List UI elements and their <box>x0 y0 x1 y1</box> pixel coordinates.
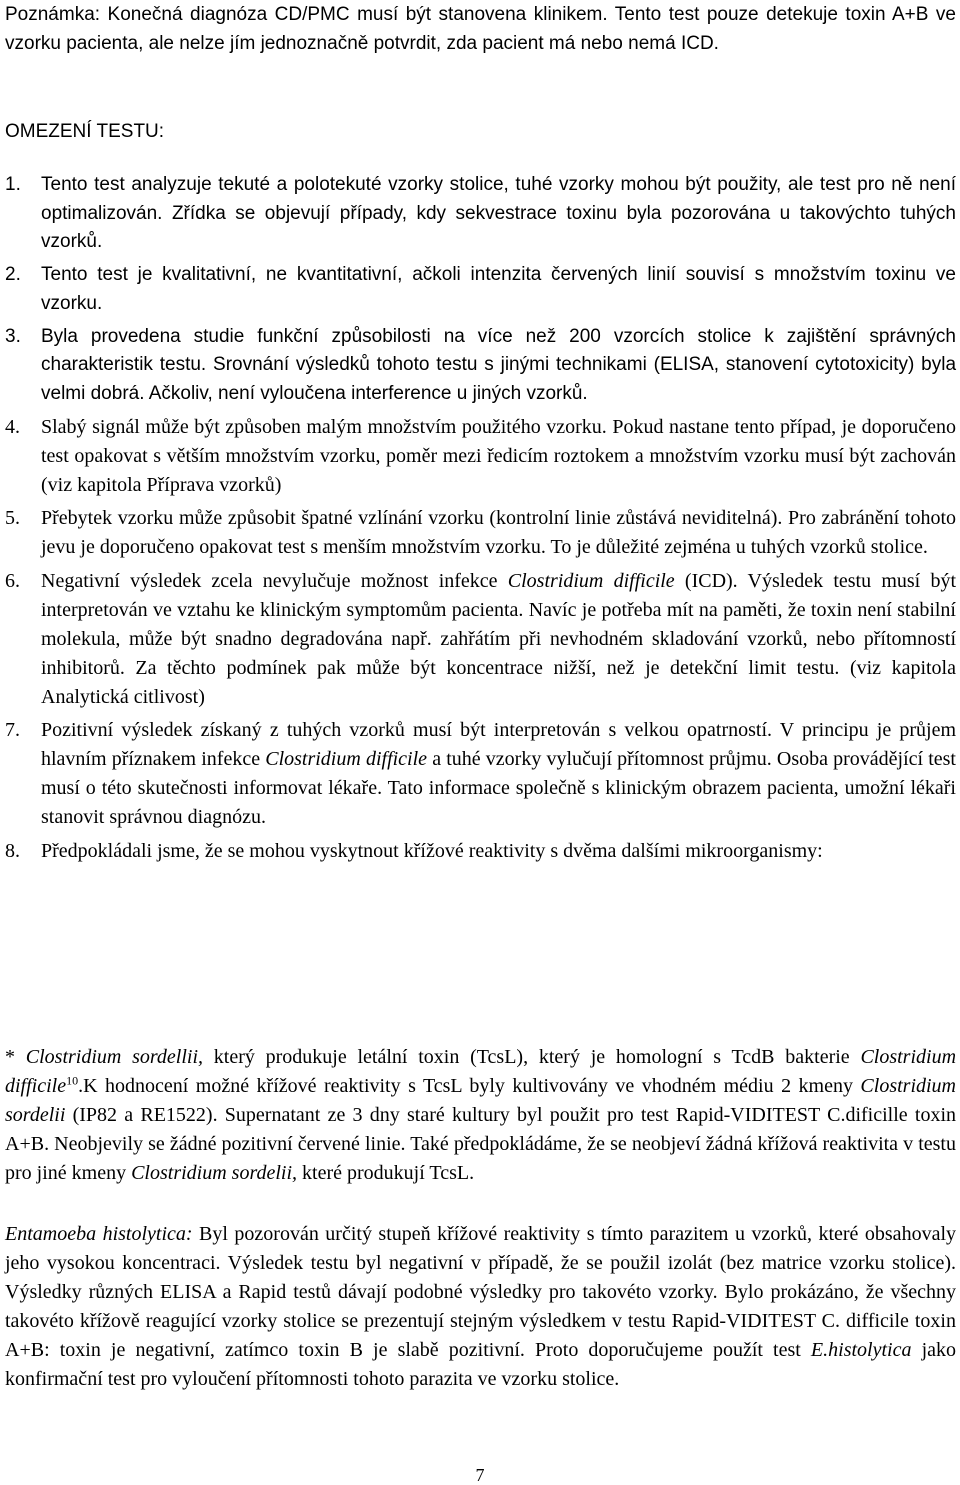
list-item-text: Slabý signál může být způsoben malým množstvím použitého vzorku. Pokud nastane tento případ, je doporučeno test opakovat s větším množstvím vzorku, poměr mezi ředicím roztokem a množstvím vzorku musí být zachován (viz kapitola Příprava vzorků) <box>41 415 956 496</box>
list-item-text: Byla provedena studie funkční způsobilosti na více než 200 vzorcích stolice k zajištění správných charakteristik testu. Srovnání výsledků tohoto testu s jinými technikami (ELISA, stanovení cytotoxicity) byla velmi dobrá. Ačkoliv, není vyloučena interference u jiných vzorků. <box>41 325 957 404</box>
list-item-number: 5. <box>5 507 20 529</box>
list-item-number: 6. <box>5 569 20 592</box>
list-item <box>5 323 956 409</box>
list-item-number: 3. <box>5 325 21 347</box>
list-item-text: Předpokládali jsme, že se mohou vyskytnout křížové reaktivity s dvěma dalšími mikroorganismy: <box>41 839 823 862</box>
list-item-number: 8. <box>5 839 20 862</box>
list-item-number: 4. <box>5 415 20 438</box>
list-item-number: 2. <box>5 264 21 285</box>
list-item <box>5 837 956 866</box>
paragraph-entamoeba-histolytica: Entamoeba histolytica: Byl pozorován určitý stupeň křížové reaktivity s tímto parazitem u vzorků, které obsahovaly jeho vysokou koncentraci. Výsledek testu byl negativní v případě, že se použil izolát (bez matrice vzorku stolice). Výsledky různých ELISA a Rapid testů dávají podobné výsledky pro takovéto vzorky. Bylo prokázáno, že všechny takovéto křížově reagující vzorky stolice se prezentují stejným výsledkem v testu Rapid-VIDITEST C. difficile toxin A+B: toxin je negativní, zatímco toxin B je slabě pozitivní. Proto doporučujeme použít test E.histolytica jako konfirmační test pro vyloučení přítomnosti tohoto parazita ve vzorku stolice. <box>5 1223 957 1390</box>
list-item-number: 7. <box>5 719 20 741</box>
organism-name: Entamoeba histolytica: <box>5 1223 193 1245</box>
list-item <box>5 171 956 257</box>
organism-name: Clostridium sordelii, <box>131 1162 298 1184</box>
list-item-text: Přebytek vzorku může způsobit špatné vzlínání vzorku (kontrolní linie zůstává neviditelná). Pro zabránění tohoto jevu je doporučeno opakovat test s menším množstvím vzorku. To je důležité zejména u tuhých vzorků stolice. <box>41 507 956 558</box>
organism-name: Clostridium difficile <box>5 1046 957 1097</box>
reference-number: 10 <box>66 1073 79 1088</box>
organism-name: E.histolytica <box>810 1339 912 1361</box>
page-number: 7 <box>475 1465 485 1485</box>
paragraph-clostridium-sordellii: * Clostridium sordellii, který produkuje letální toxin (TcsL), který je homologní s TcdB bakterie Clostridium difficile$^{10}$.K hodnocení možné křížové reaktivity s TcsL byly kultivovány ve vhodném médiu 2 kmeny Clostridium sordelii (IP82 a RE1522). Supernatant ze 3 dny staré kultury byl použit pro test Rapid-VIDITEST C.dificille toxin A+B. Neobjevily se žádné pozitivní červené linie. Také předpokládáme, že se neobjeví žádná křížová reaktivita v testu pro jiné kmeny Clostridium sordelii, které produkují TcsL. <box>5 1046 957 1184</box>
list-item-text: Tento test analyzuje tekuté a polotekuté vzorky stolice, tuhé vzorky mohou být použity, ale test pro ně není optimalizován. Zřídka se objevují případy, kdy sekvestrace toxinu byla pozorována u takovýchto tuhých vzorků. <box>41 174 957 252</box>
list-item-text: Negativní výsledek zcela nevylučuje možnost infekce Clostridium difficile (ICD). Výsledek testu musí být interpretován ve vztahu ke klinickým symptomům pacienta. Navíc je potřeba mít na paměti, že toxin není stabilní molekula, může být snadno degradována např. zahřátím při nevhodném skladování vzorků, nebo přítomností inhibitorů. Za těchto podmínek pak může být koncentrace nižší, než je detekční limit testu. (viz kapitola Analytická citlivost) <box>41 569 957 708</box>
diagnosis-note: Poznámka: Konečná diagnóza CD/PMC musí být stanovena klinikem. Tento test pouze detekuje toxin A+B ve vzorku pacienta, ale nelze jím jednoznačně potvrdit, zda pacient má nebo nemá ICD. <box>5 4 956 54</box>
organism-name: Clostridium sordelii <box>5 1075 956 1126</box>
list-item-number: 1. <box>5 174 21 195</box>
list-item-text: Pozitivní výsledek získaný z tuhých vzorků musí být interpretován s velkou opatrností. V principu je průjem hlavním příznakem infekce Clostridium difficile a tuhé vzorky vylučují přítomnost průjmu. Osoba provádějící test musí o této skutečnosti informovat lékaře. Tato informace společně s klinickým obrazem pacienta, umožní lékaři stanovit správnou diagnózu. <box>41 719 956 828</box>
section-heading-limitations: OMEZENÍ TESTU: <box>5 121 165 142</box>
list-item <box>5 261 956 318</box>
organism-name: Clostridium difficile <box>265 748 428 770</box>
organism-name: Clostridium difficile <box>507 569 675 592</box>
list-item-text: Tento test je kvalitativní, ne kvantitativní, ačkoli intenzita červených linií souvisí s množstvím toxinu ve vzorku. <box>41 264 956 314</box>
organism-name: Clostridium sordellii, <box>25 1046 204 1068</box>
limitations-list <box>5 171 956 866</box>
list-item <box>5 413 956 500</box>
list-item <box>5 504 956 562</box>
list-item <box>5 567 956 712</box>
list-item <box>5 716 956 832</box>
document-page <box>5 0 957 1390</box>
